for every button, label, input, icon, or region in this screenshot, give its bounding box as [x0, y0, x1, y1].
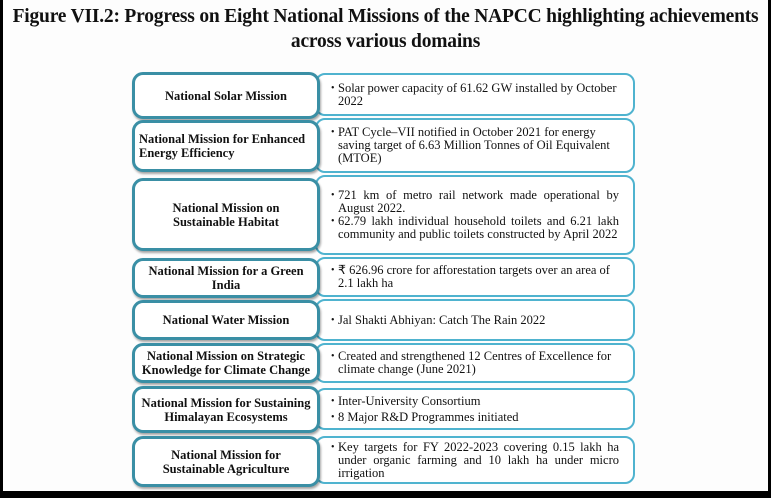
mission-name: National Mission for Enhanced Energy Efficiency: [139, 132, 306, 160]
mission-achievements-box: [315, 299, 635, 341]
mission-name-box: [132, 120, 320, 172]
mission-name: National Water Mission: [162, 313, 290, 327]
figure-page: [3, 0, 768, 491]
achievement-item: • 8 Major R&D Programmes initiated: [338, 411, 619, 424]
mission-achievements-box: [315, 388, 635, 430]
achievement-item: • ₹ 626.96 crore for afforestation targets over an area of 2.1 lakh ha: [338, 264, 619, 290]
mission-achievements-box: [315, 343, 635, 383]
mission-name: National Mission for Sustainable Agriculture: [162, 447, 290, 476]
mission-name-box: [132, 300, 320, 340]
achievement-item: • Jal Shakti Abhiyan: Catch The Rain 2022: [338, 314, 619, 327]
achievement-item: • Created and strengthened 12 Centres of Excellence for climate change (June 2021): [338, 350, 619, 376]
figure-title-line2: across various domains: [290, 31, 481, 52]
mission-name: National Mission for a Green India: [148, 264, 304, 292]
achievement-item: • 721 km of metro rail network made operational by August 2022.: [338, 189, 619, 215]
mission-name: National Mission on Strategic Knowledge for Climate Change: [141, 349, 311, 377]
mission-name-box: [132, 343, 320, 383]
achievement-item: • Inter-University Consortium: [338, 395, 619, 408]
mission-achievements-box: [315, 118, 635, 173]
mission-name-box: [132, 258, 320, 298]
achievement-item: • PAT Cycle–VII notified in October 2021 for energy saving target of 6.63 Million Tonnes of Oil Equivalent (MTOE): [338, 126, 619, 165]
mission-achievements-box: [315, 257, 635, 297]
mission-achievements-box: [315, 73, 635, 116]
achievement-item: • 62.79 lakh individual household toilets and 6.21 lakh community and public toilets constructed by April 2022: [338, 215, 619, 241]
mission-name: National Mission on Sustainable Habitat: [172, 200, 280, 229]
mission-name-box: [132, 72, 320, 119]
mission-name: National Solar Mission: [164, 88, 287, 103]
figure-title-line1: Figure VII.2: Progress on Eight National Missions of the NAPCC highlighting achievements: [12, 6, 759, 27]
figure-title: [3, 4, 768, 54]
mission-name: National Mission for Sustaining Himalayan Ecosystems: [141, 395, 311, 424]
mission-name-box: [132, 436, 320, 487]
mission-name-box: [132, 178, 320, 251]
mission-achievements-box: [315, 436, 635, 484]
achievement-item: • Solar power capacity of 61.62 GW installed by October 2022: [338, 82, 619, 108]
achievement-item: • Key targets for FY 2022-2023 covering 0.15 lakh ha under organic farming and 10 lakh ha under micro irrigation: [338, 441, 619, 480]
mission-name-box: [132, 386, 320, 433]
mission-achievements-box: [315, 175, 635, 255]
